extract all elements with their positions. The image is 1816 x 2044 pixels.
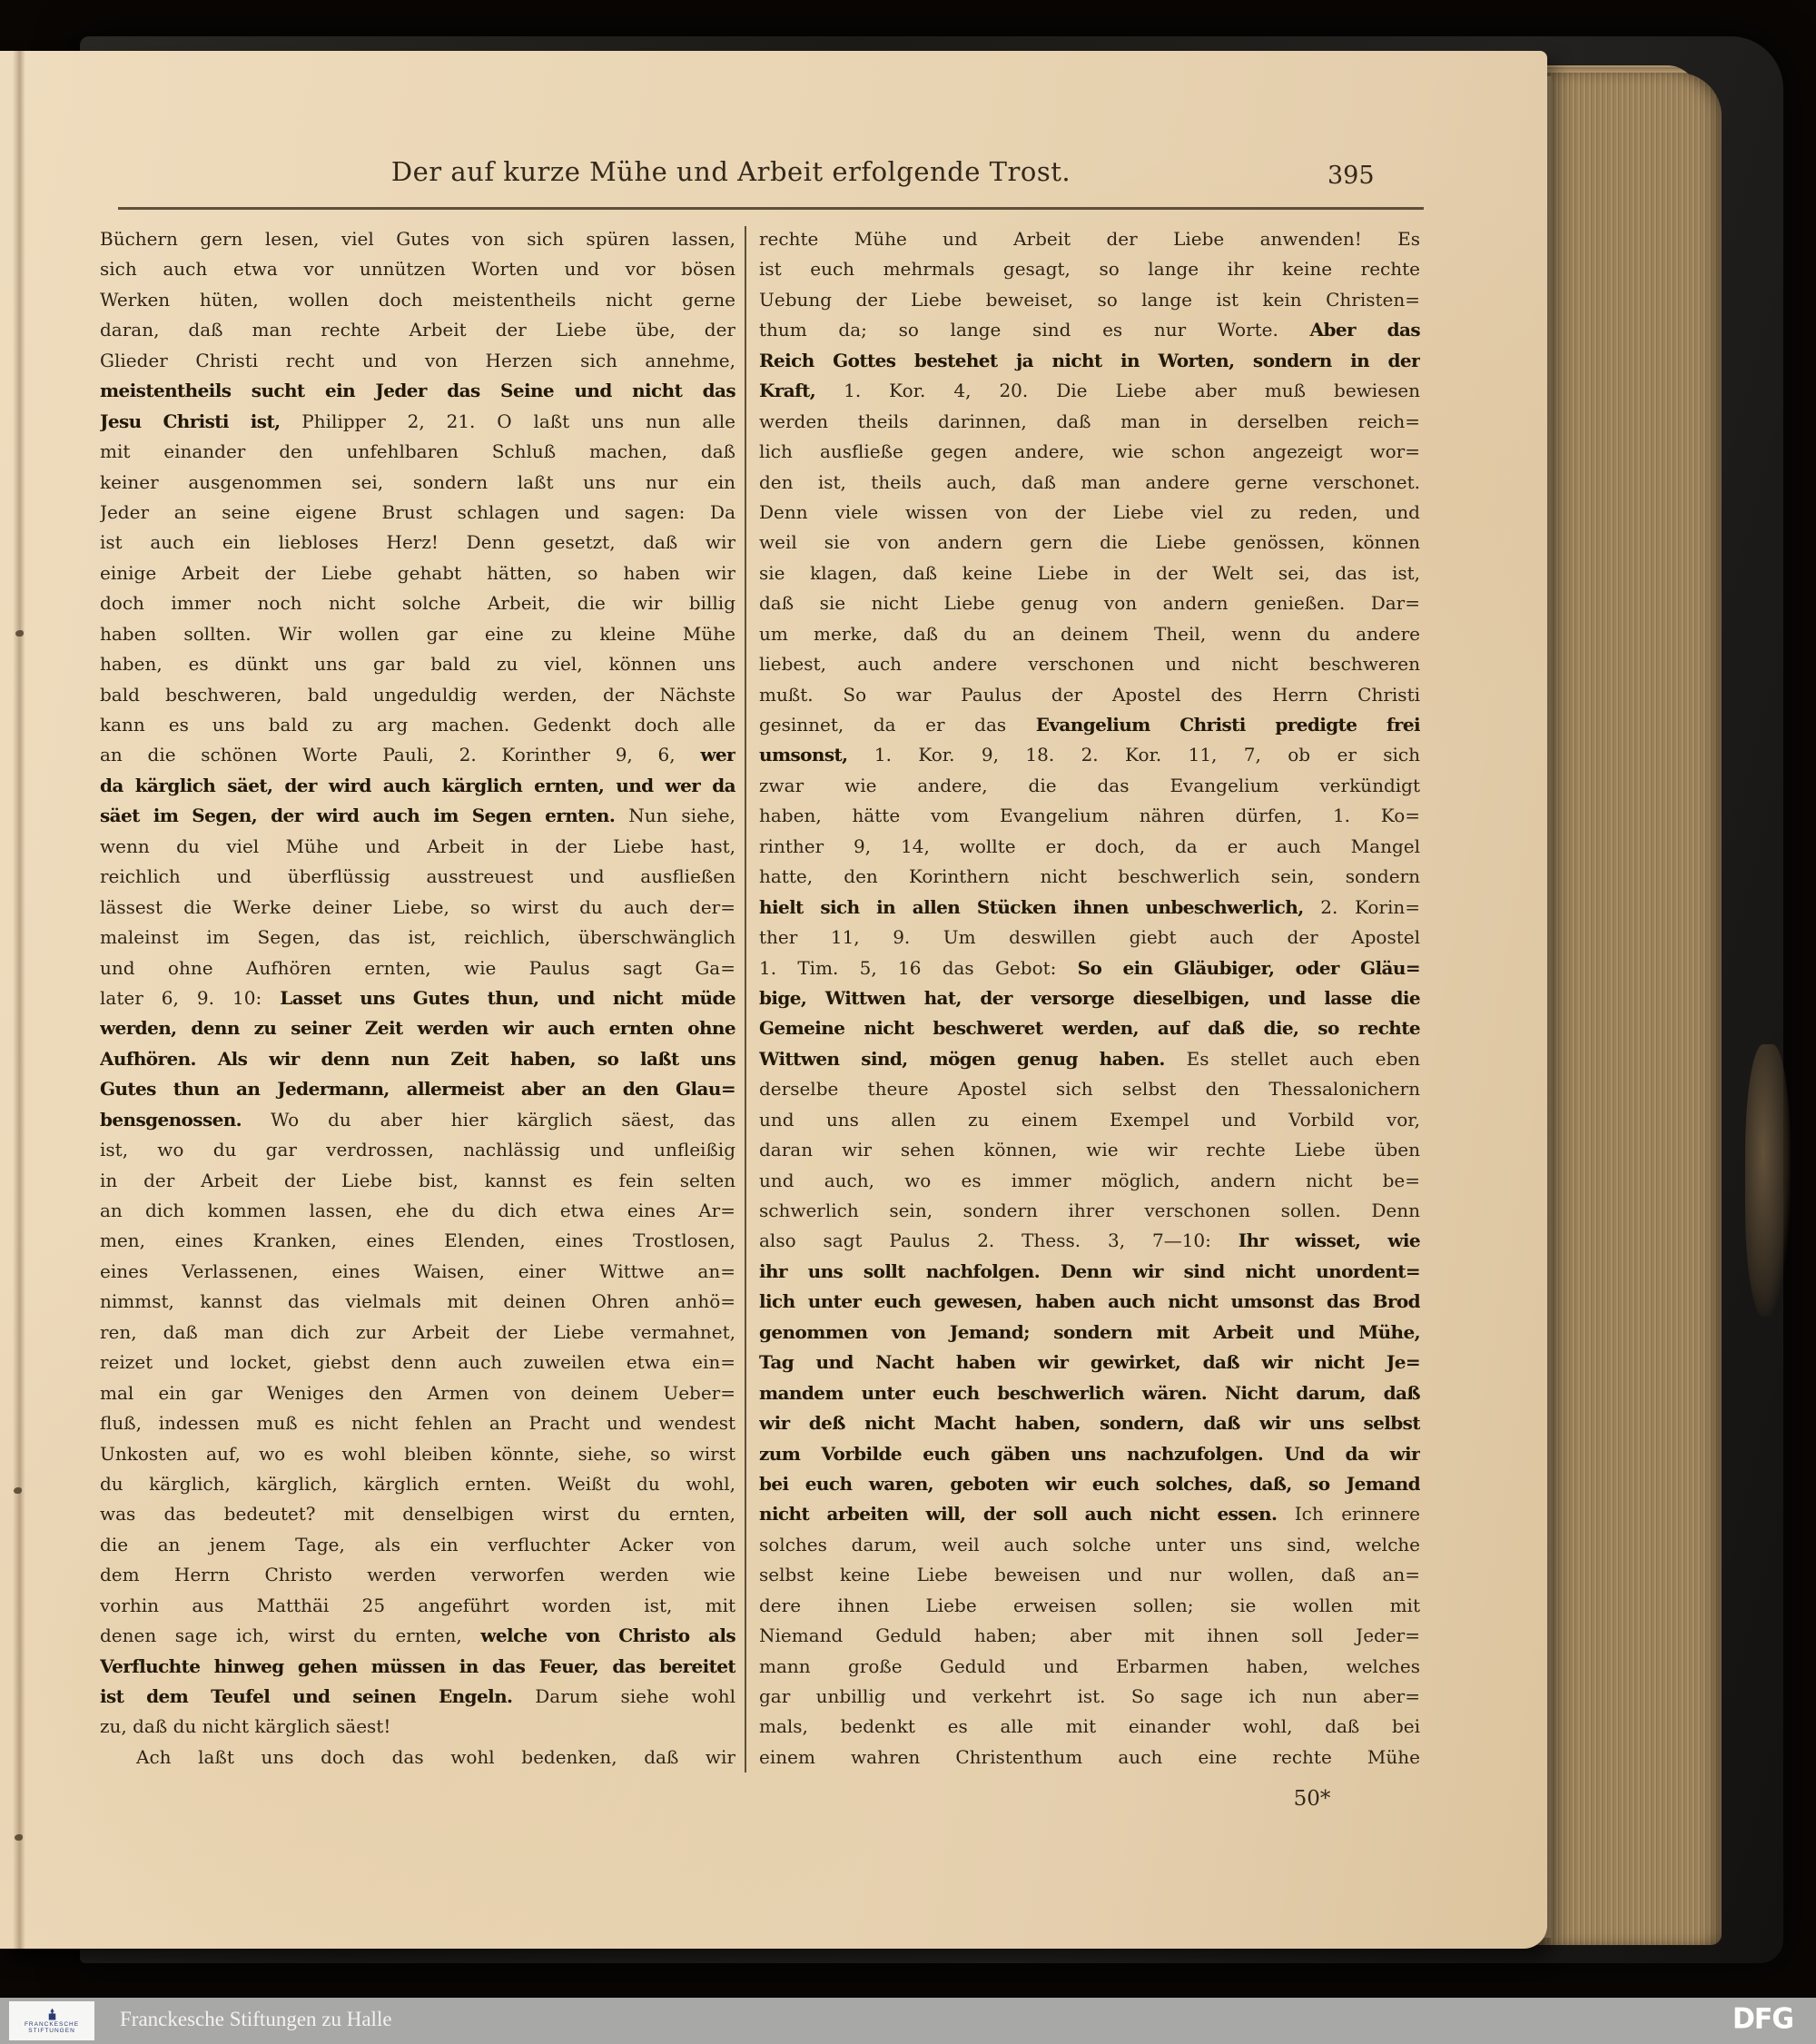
text-line: Gutes thun an Jedermann, allermeist aber an den Glau= [100, 1078, 735, 1101]
dfg-logo: DFG [1732, 2002, 1794, 2036]
text-line: 1. Tim. 5, 16 das Gebot: So ein Gläubiger, oder Gläu= [759, 956, 1420, 979]
text-line: hielt sich in allen Stücken ihnen unbeschwerlich, 2. Korin= [759, 895, 1420, 918]
text-line: liebest, auch andere verschonen und nicht beschweren [759, 653, 1420, 676]
text-line: Denn viele wissen von der Liebe viel zu reden, und [759, 500, 1420, 523]
text-line: säet im Segen, der wird auch im Segen ernten. Nun siehe, [100, 805, 735, 827]
text-line: selbst keine Liebe beweisen und nur wollen, daß an= [759, 1564, 1420, 1586]
text-line: und auch, wo es immer möglich, andern nicht be= [759, 1169, 1420, 1191]
text-line: rechte Mühe und Arbeit der Liebe anwenden! Es [759, 228, 1420, 250]
text-line: daß sie nicht Liebe genug von andern genießen. Dar= [759, 592, 1420, 615]
text-line: lässest die Werke deiner Liebe, so wirst du auch der= [100, 895, 735, 918]
text-line: bei euch waren, geboten wir euch solches, daß, so Jemand [759, 1472, 1420, 1495]
text-line: fluß, indessen muß es nicht fehlen an Pracht und wendest [100, 1412, 735, 1435]
text-line: daran, daß man rechte Arbeit der Liebe übe, der [100, 319, 735, 341]
text-line: Unkosten auf, wo es wohl bleiben könnte, siehe, so wirst [100, 1442, 735, 1465]
text-line: Werken hüten, wollen doch meistentheils nicht gerne [100, 288, 735, 311]
text-line: maleinst im Segen, das ist, reichlich, überschwänglich [100, 926, 735, 949]
column-divider [745, 226, 746, 1772]
text-line: Wittwen sind, mögen genug haben. Es stellet auch eben [759, 1047, 1420, 1070]
text-line: Uebung der Liebe beweiset, so lange ist kein Christen= [759, 288, 1420, 311]
text-line: genommen von Jemand; sondern mit Arbeit und Mühe, [759, 1320, 1420, 1343]
text-line: was das bedeutet? mit denselbigen wirst du ernten, [100, 1503, 735, 1526]
text-line: daran wir sehen können, wie wir rechte Liebe üben [759, 1139, 1420, 1161]
text-line: Gemeine nicht beschweret werden, auf daß die, so rechte [759, 1017, 1420, 1040]
text-line: zwar wie andere, die das Evangelium verkündigt [759, 774, 1420, 796]
signature-mark: 50* [1293, 1787, 1331, 1811]
page-block-fore-edge [1535, 73, 1722, 1945]
text-line: hatte, den Korinthern nicht beschwerlich sein, sondern [759, 865, 1420, 888]
francke-logo-text-2: STIFTUNGEN [28, 2028, 75, 2034]
text-line: bald beschweren, bald ungeduldig werden, der Nächste [100, 683, 735, 706]
text-line: einem wahren Christenthum auch eine rechte Mühe [759, 1745, 1420, 1768]
text-line: lich unter euch gewesen, haben auch nicht umsonst das Brod [759, 1290, 1420, 1313]
text-line: mandem unter euch beschwerlich wären. Nicht darum, daß [759, 1381, 1420, 1404]
text-line: ihr uns sollt nachfolgen. Denn wir sind nicht unordent= [759, 1259, 1420, 1282]
text-line: Büchern gern lesen, viel Gutes von sich spüren lassen, [100, 228, 735, 250]
cover-worn-patch [1745, 1044, 1791, 1317]
column-left [100, 224, 735, 1772]
text-line: haben sollten. Wir wollen gar eine zu kleine Mühe [100, 622, 735, 645]
text-line: haben, hätte vom Evangelium nähren dürfen, 1. Ko= [759, 805, 1420, 827]
text-line: bige, Wittwen hat, der versorge dieselbigen, und lasse die [759, 986, 1420, 1009]
francke-logo-icon [45, 2008, 59, 2021]
text-line: doch immer noch nicht solche Arbeit, die wir billig [100, 592, 735, 615]
text-line: later 6, 9. 10: Lasset uns Gutes thun, und nicht müde [100, 986, 735, 1009]
text-line: zum Vorbilde euch gäben uns nachzufolgen. Und da wir [759, 1442, 1420, 1465]
text-line: mal ein gar Weniges den Armen von deinem Ueber= [100, 1381, 735, 1404]
text-line: wenn du viel Mühe und Arbeit in der Liebe hast, [100, 834, 735, 857]
text-line: vorhin aus Matthäi 25 angeführt worden ist, mit [100, 1594, 735, 1616]
text-line: Jeder an seine eigene Brust schlagen und sagen: Da [100, 500, 735, 523]
text-line: denen sage ich, wirst du ernten, welche von Christo als [100, 1624, 735, 1647]
text-line: mußt. So war Paulus der Apostel des Herrn Christi [759, 683, 1420, 706]
text-line: zu, daß du nicht kärglich säest! [100, 1715, 391, 1738]
text-line: reizet und locket, giebst denn auch zuweilen etwa ein= [100, 1351, 735, 1374]
binding-speck [14, 1487, 22, 1494]
text-line: bensgenossen. Wo du aber hier kärglich säest, das [100, 1108, 735, 1131]
text-line: mann große Geduld und Erbarmen haben, welches [759, 1654, 1420, 1677]
text-line: gar unbillig und verkehrt ist. So sage ich nun aber= [759, 1685, 1420, 1707]
text-line: sich auch etwa vor unnützen Worten und vor bösen [100, 258, 735, 281]
text-line: und ohne Aufhören ernten, wie Paulus sagt Ga= [100, 956, 735, 979]
text-line: mals, bedenkt es alle mit einander wohl, daß bei [759, 1715, 1420, 1738]
text-line: dem Herrn Christo werden verworfen werden wie [100, 1564, 735, 1586]
francke-logo [9, 2001, 94, 2040]
text-line: um merke, daß du an deinem Theil, wenn du andere [759, 622, 1420, 645]
text-line: den ist, theils auch, daß man andere gerne verschonet. [759, 470, 1420, 493]
institution-name: Franckesche Stiftungen zu Halle [120, 2008, 392, 2030]
text-line: Kraft, 1. Kor. 4, 20. Die Liebe aber muß bewiesen [759, 380, 1420, 402]
text-line: wir deß nicht Macht haben, sondern, daß wir uns selbst [759, 1412, 1420, 1435]
text-line: in der Arbeit der Liebe bist, kannst es fein selten [100, 1169, 735, 1191]
text-line: men, eines Kranken, eines Elenden, eines Trostlosen, [100, 1229, 735, 1252]
page-gutter-crease [13, 51, 25, 1949]
book-page [0, 51, 1547, 1949]
text-line: gesinnet, da er das Evangelium Christi predigte frei [759, 714, 1420, 736]
text-line: keiner ausgenommen sei, sondern laßt uns nur ein [100, 470, 735, 493]
text-line: Reich Gottes bestehet ja nicht in Worten, sondern in der [759, 349, 1420, 371]
text-line: thum da; so lange sind es nur Worte. Aber das [759, 319, 1420, 341]
running-header: Der auf kurze Mühe und Arbeit erfolgende Trost. [390, 156, 1071, 187]
text-line: schwerlich sein, sondern ihrer verschonen sollen. Denn [759, 1200, 1420, 1221]
text-line: an die schönen Worte Pauli, 2. Korinther 9, 6, wer [100, 744, 735, 766]
text-line: dere ihnen Liebe erweisen sollen; sie wollen mit [759, 1594, 1420, 1616]
text-line: nicht arbeiten will, der soll auch nicht essen. Ich erinnere [759, 1503, 1420, 1526]
text-line: ist dem Teufel und seinen Engeln. Darum siehe wohl [100, 1685, 735, 1707]
text-line: ist euch mehrmals gesagt, so lange ihr keine rechte [759, 258, 1420, 281]
text-line: reichlich und überflüssig ausstreuest und ausfließen [100, 865, 735, 888]
text-line: einige Arbeit der Liebe gehabt hätten, so haben wir [100, 561, 735, 584]
text-line: meistentheils sucht ein Jeder das Seine und nicht das [100, 380, 735, 402]
page-number: 395 [1327, 162, 1375, 190]
text-line: Glieder Christi recht und von Herzen sich annehme, [100, 349, 735, 371]
text-line: umsonst, 1. Kor. 9, 18. 2. Kor. 11, 7, ob er sich [759, 744, 1420, 766]
text-line: und uns allen zu einem Exempel und Vorbild vor, [759, 1108, 1420, 1131]
text-line: sie klagen, daß keine Liebe in der Welt sei, das ist, [759, 561, 1420, 584]
text-line: Verfluchte hinweg gehen müssen in das Feuer, das bereitet [100, 1654, 735, 1677]
text-line: lich ausfließe gegen andere, wie schon angezeigt wor= [759, 440, 1420, 463]
text-line: an dich kommen lassen, ehe du dich etwa eines Ar= [100, 1200, 735, 1221]
text-line: rinther 9, 14, wollte er doch, da er auch Mangel [759, 834, 1420, 857]
text-line: Niemand Geduld haben; aber mit ihnen soll Jeder= [759, 1624, 1420, 1647]
text-line: Aufhören. Als wir denn nun Zeit haben, so laßt uns [100, 1047, 735, 1070]
text-line: werden theils darinnen, daß man in derselben reich= [759, 410, 1420, 432]
francke-logo-text-1: FRANCKESCHE [24, 2020, 80, 2028]
text-line: Tag und Nacht haben wir gewirket, daß wir nicht Je= [759, 1351, 1420, 1374]
text-line: ist auch ein liebloses Herz! Denn gesetzt, daß wir [100, 531, 735, 554]
text-line: also sagt Paulus 2. Thess. 3, 7—10: Ihr wisset, wie [759, 1229, 1420, 1252]
header-rule [118, 207, 1424, 210]
text-line: ren, daß man dich zur Arbeit der Liebe vermahnet, [100, 1320, 735, 1343]
text-line: eines Verlassenen, eines Waisen, einer Wittwe an= [100, 1259, 735, 1282]
column-right [759, 224, 1420, 1772]
text-line: du kärglich, kärglich, kärglich ernten. Weißt du wohl, [100, 1472, 735, 1495]
text-line: derselbe theure Apostel sich selbst den Thessalonichern [759, 1078, 1420, 1101]
text-line: Ach laßt uns doch das wohl bedenken, daß wir [136, 1745, 735, 1768]
text-line: werden, denn zu seiner Zeit werden wir auch ernten ohne [100, 1017, 735, 1040]
text-line: mit einander den unfehlbaren Schluß machen, daß [100, 440, 735, 463]
text-line: da kärglich säet, der wird auch kärglich ernten, und wer da [100, 774, 735, 796]
text-line: haben, es dünkt uns gar bald zu viel, können uns [100, 653, 735, 676]
binding-speck [15, 630, 24, 637]
text-line: nimmst, kannst das vielmals mit deinen Ohren anhö= [100, 1290, 735, 1313]
text-line: die an jenem Tage, als ein verfluchter Acker von [100, 1533, 735, 1555]
text-line: ther 11, 9. Um deswillen giebt auch der Apostel [759, 926, 1420, 949]
text-line: weil sie von andern gern die Liebe genössen, können [759, 531, 1420, 554]
text-line: Jesu Christi ist, Philipper 2, 21. O laßt uns nun alle [100, 410, 735, 432]
binding-speck [15, 1834, 23, 1841]
text-line: ist, wo du gar verdrossen, nachlässig und unfleißig [100, 1139, 735, 1161]
text-line: kann es uns bald zu arg machen. Gedenkt doch alle [100, 714, 735, 736]
text-line: solches darum, weil auch solche unter uns sind, welche [759, 1533, 1420, 1555]
footer-bar [0, 1998, 1816, 2044]
